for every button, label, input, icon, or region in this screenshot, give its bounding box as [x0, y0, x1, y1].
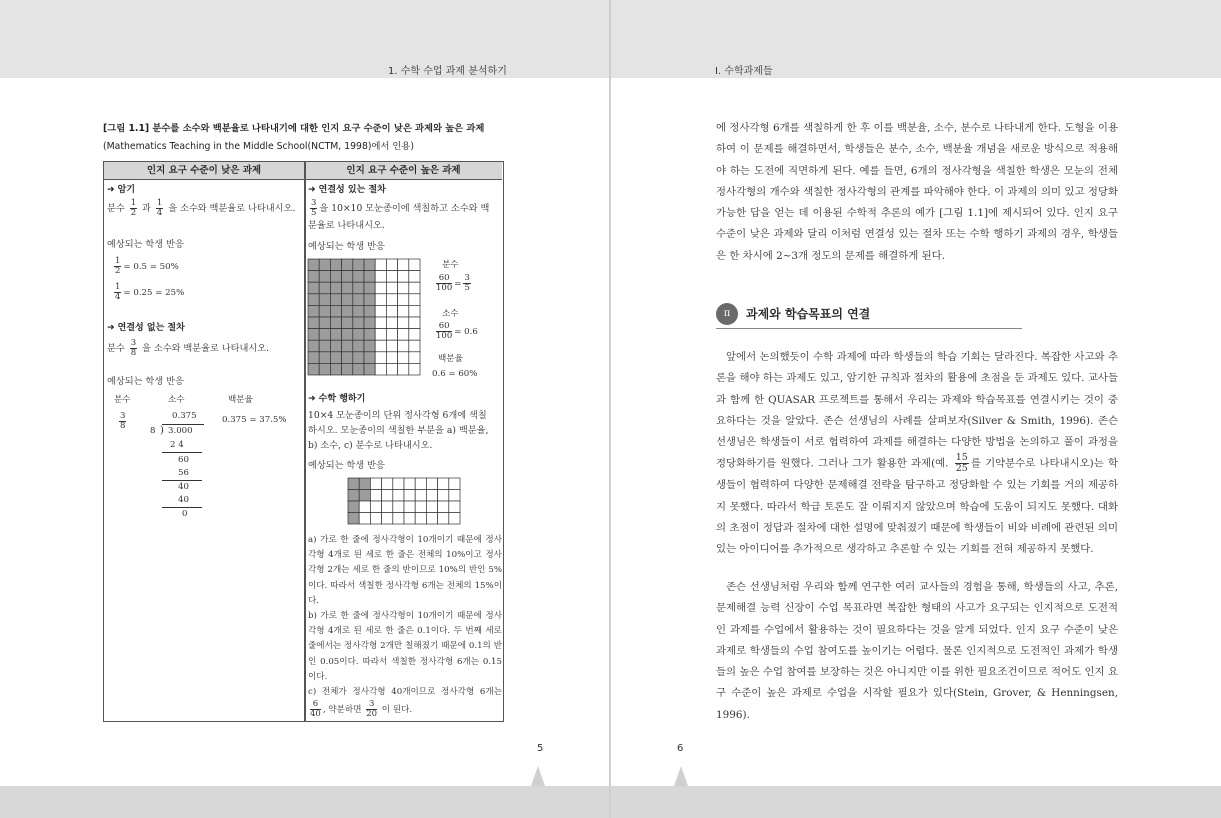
- answer-c-text-c: 이 된다.: [381, 705, 413, 716]
- division-step: 0: [182, 509, 188, 519]
- answer-c-text-b: , 약분하면: [322, 705, 362, 716]
- grid-cell: [370, 501, 381, 513]
- grid-cell: [386, 340, 397, 352]
- division-step: 56: [178, 468, 189, 478]
- grid-cell: [342, 282, 353, 294]
- grid-cell: [409, 271, 420, 283]
- frac-den: 8: [120, 421, 126, 431]
- grid-cell: [398, 329, 409, 341]
- response-1-text: = 0.5 = 50%: [123, 262, 179, 272]
- grid-cell: [319, 294, 330, 306]
- grid-cell: [382, 478, 393, 490]
- grid-cell: [375, 329, 386, 341]
- grid-cell: [348, 501, 359, 513]
- grid-cell: [319, 271, 330, 283]
- grid-cell: [386, 259, 397, 271]
- frac-den: 5: [464, 283, 470, 293]
- grid-cell: [386, 282, 397, 294]
- frac-num: 3: [130, 338, 137, 348]
- grid-cell: [308, 305, 319, 317]
- memo-task-text-c: 을 소수와 백분율로 나타내시오.: [168, 203, 296, 214]
- math-task: [308, 408, 502, 453]
- grid-cell: [353, 259, 364, 271]
- grid-cell: [330, 363, 341, 375]
- side-percent-equation: 0.6 = 60%: [432, 369, 478, 379]
- math-task-line-2: 하시오. 모눈종이의 색칠한 부분을 a) 백분율,: [308, 425, 489, 436]
- math-task-line-1: 10×4 모눈종이의 단위 정사각형 6개에 색칠: [308, 410, 487, 421]
- grid-cell: [308, 340, 319, 352]
- side-fraction-equation: $\frac{60}{100}$ = $\frac{3}{5}$: [436, 273, 470, 293]
- grid-cell: [449, 478, 460, 490]
- grid-cell: [438, 513, 449, 525]
- frac-den: 2: [130, 208, 137, 218]
- grid-cell: [382, 501, 393, 513]
- grid-cell: [386, 329, 397, 341]
- grid-cell: [353, 294, 364, 306]
- fraction-60-100: [436, 274, 452, 293]
- grid-cell: [438, 490, 449, 502]
- grid-cell: [409, 259, 420, 271]
- page-number-left: 5: [537, 743, 544, 754]
- frac-num: 3: [120, 411, 126, 421]
- grid-cell: [386, 363, 397, 375]
- fraction-15-25: [955, 453, 969, 474]
- running-header-right: I. 수학과제들: [715, 66, 773, 77]
- answer-b: b) 가로 한 줄에 정사각형이 10개이기 때문에 정사각형 4개로 된 세로 한 줄은 0.1이다. 두 번째 세로 줄에서는 정사각형 2개만 칠해졌기 때문에 0.1의 반인 0.05이다. 따라서 색칠한 정사각형 6개는 0.15이다.: [308, 611, 502, 682]
- grid-cell: [330, 259, 341, 271]
- division-quotient: 0.375: [172, 411, 197, 421]
- fraction-3-8: [130, 339, 137, 358]
- grid-cell: [375, 259, 386, 271]
- col-label-fraction: 분수: [114, 395, 131, 405]
- page-tab-marker-right: [674, 766, 688, 786]
- math-title: ➜ 수학 행하기: [308, 394, 366, 404]
- grid-cell: [308, 352, 319, 364]
- frac-num: 6: [310, 700, 321, 710]
- answer-c: [308, 685, 502, 719]
- figure-caption: [103, 120, 511, 156]
- grid-cell: [398, 317, 409, 329]
- fraction-3-5: [463, 274, 470, 293]
- grid-cell: [426, 501, 437, 513]
- grid-cell: [398, 363, 409, 375]
- answer-c-text-a: c) 전체가 정사각형 40개이므로 정사각형 6개는: [308, 687, 502, 698]
- grid-cell: [364, 271, 375, 283]
- frac-num: 60: [436, 322, 452, 332]
- grid-cell: [398, 294, 409, 306]
- expected-label-2: 예상되는 학생 반응: [107, 376, 184, 387]
- grid-cell: [353, 305, 364, 317]
- grid-cell: [342, 294, 353, 306]
- fraction-1-2: [130, 199, 137, 218]
- grid-cell: [415, 513, 426, 525]
- paragraph-3-text: 존슨 선생님처럼 우리와 함께 연구한 여러 교사들의 경험을 통해, 학생들의 사고, 추론, 문제해결 능력 신장이 수업 목표라면 복잡한 형태의 사고가 요구되는 인지적으로 도전적인 과제를 수업에서 활용하는 것이 필요하다는 것을 알게 되었다. 인지 요구 수준이 낮은 과제로 학생들의 수업 참여도를 높이기는 어렵다. 물론 인지적으로 도전적인 과제가 학생들의 높은 수업 참여를 보장하는 것은 아니지만 이를 위한 필요조건이므로 적어도 인지 요구 수준이 높은 과제로 수업을 시작할 필요가 있다(Stein, Grover, & Henningsen, 1996).: [716, 581, 1118, 721]
- grid-cell: [386, 305, 397, 317]
- conn-task-text-a: 을 10×10 모눈종이에 색칠하고 소수와 백: [319, 203, 490, 214]
- col-label-decimal: 소수: [168, 395, 185, 405]
- frac-num: 1: [130, 198, 137, 208]
- grid-cell: [308, 259, 319, 271]
- grid-cell: [359, 513, 370, 525]
- grid-cell: [409, 305, 420, 317]
- grid-cell: [353, 340, 364, 352]
- grid-cell: [330, 282, 341, 294]
- grid-cell: [364, 294, 375, 306]
- fraction-1-2: [114, 257, 121, 276]
- grid-cell: [404, 478, 415, 490]
- grid-cell: [370, 490, 381, 502]
- grid-cell: [330, 352, 341, 364]
- grid-cell: [438, 478, 449, 490]
- grid-cell: [375, 317, 386, 329]
- grid-cell: [409, 340, 420, 352]
- grid-cell: [330, 317, 341, 329]
- grid-cell: [438, 501, 449, 513]
- grid-cell: [409, 317, 420, 329]
- frac-den: 4: [115, 292, 121, 302]
- response-2: [112, 283, 184, 302]
- grid-cell: [364, 352, 375, 364]
- grid-cell: [398, 352, 409, 364]
- grid-cell: [319, 305, 330, 317]
- grid-cell: [342, 271, 353, 283]
- grid-cell: [415, 501, 426, 513]
- paragraph-3: [716, 577, 1118, 726]
- grid-cell: [353, 352, 364, 364]
- grid-cell: [353, 329, 364, 341]
- grid-10x4: [347, 477, 461, 525]
- grid-cell: [386, 352, 397, 364]
- grid-cell: [359, 501, 370, 513]
- grid-cell: [359, 490, 370, 502]
- fraction-3-8: [119, 412, 126, 431]
- grid-cell: [404, 513, 415, 525]
- col-header-high: 인지 요구 수준이 높은 과제: [305, 162, 502, 180]
- grid-cell: [353, 363, 364, 375]
- grid-cell: [308, 282, 319, 294]
- grid-cell: [375, 352, 386, 364]
- grid-cell: [398, 259, 409, 271]
- col-label-percent: 백분율: [228, 395, 253, 405]
- grid-cell: [330, 305, 341, 317]
- grid-cell: [404, 501, 415, 513]
- division-fraction: [117, 412, 128, 431]
- grid-cell: [370, 513, 381, 525]
- grid-cell: [415, 490, 426, 502]
- grid-cell: [319, 317, 330, 329]
- division-divisor: 8: [150, 426, 156, 436]
- grid-cell: [404, 490, 415, 502]
- grid-cell: [342, 305, 353, 317]
- side-decimal-eq-text: = 0.6: [454, 327, 478, 337]
- grid-cell: [330, 271, 341, 283]
- frac-den: 40: [310, 709, 321, 720]
- grid-cell: [319, 363, 330, 375]
- grid-cell: [342, 340, 353, 352]
- side-label-decimal: 소수: [442, 309, 459, 319]
- grid-cell: [353, 282, 364, 294]
- caption-line-2: (Mathematics Teaching in the Middle School(NCTM, 1998)에서 인용): [103, 141, 414, 152]
- grid-cell: [375, 294, 386, 306]
- grid-cell: [330, 329, 341, 341]
- grid-cell: [426, 490, 437, 502]
- grid-cell: [409, 294, 420, 306]
- grid-cell: [386, 317, 397, 329]
- grid-cell: [342, 363, 353, 375]
- grid-cell: [348, 490, 359, 502]
- grid-cell: [330, 294, 341, 306]
- grid-cell: [308, 329, 319, 341]
- grid-cell: [409, 363, 420, 375]
- grid-cell: [449, 513, 460, 525]
- frac-num: 1: [156, 198, 163, 208]
- frac-den: 4: [156, 208, 163, 218]
- grid-cell: [319, 352, 330, 364]
- grid-cell: [342, 259, 353, 271]
- frac-num: 60: [436, 274, 452, 284]
- conn-task: [308, 199, 502, 233]
- memo-title: ➜ 암기: [107, 185, 136, 195]
- fraction-60-100: [436, 322, 452, 341]
- grid-cell: [330, 340, 341, 352]
- section-heading: [716, 300, 1022, 330]
- frac-den: 25: [955, 463, 968, 475]
- grid-cell: [364, 340, 375, 352]
- grid-cell: [364, 259, 375, 271]
- grid-cell: [353, 271, 364, 283]
- grid-cell: [364, 363, 375, 375]
- grid-cell: [375, 363, 386, 375]
- paragraph-2: [716, 347, 1118, 560]
- grid-cell: [375, 282, 386, 294]
- heading-rule: [716, 328, 1022, 329]
- expected-label-3: 예상되는 학생 반응: [308, 241, 385, 252]
- frac-num: 15: [955, 452, 968, 464]
- noconn-title: ➜ 연결성 없는 절차: [107, 323, 185, 333]
- expected-label-1: 예상되는 학생 반응: [107, 239, 184, 250]
- running-header-left: 1. 수학 수업 과제 분석하기: [388, 66, 507, 77]
- conn-title: ➜ 연결성 있는 절차: [308, 185, 386, 195]
- grid-cell: [370, 478, 381, 490]
- paragraph-1: 에 정사각형 6개를 색칠하게 한 후 이를 백분율, 소수, 분수로 나타내게 한다. 도형을 이용하여 이 문제를 해결하면서, 학생들은 분수, 소수, 백분율 개념을 새로운 방식으로 적용해야 하는 도전에 직면하게 된다. 예를 들면, 6개의 정사각형을 색칠한 학생은 모눈의 전체 정사각형의 개수와 색칠한 정사각형의 관계를 파악해야 한다. 이 과제의 의미 있고 정당화 가능한 답을 얻는 데 이용된 수학적 추론의 예가 [그림 1.1]에 제시되어 있다. 인지 요구 수준이 낮은 과제와 달리 이처럼 연결성 있는 절차 또는 수학 행하기 과제의 경우, 학생들은 한 차시에 2~3개 정도의 문제를 해결하게 된다.: [716, 122, 1118, 262]
- grid-cell: [415, 478, 426, 490]
- grid-cell: [449, 501, 460, 513]
- grid-cell: [393, 490, 404, 502]
- noconn-task-text-b: 을 소수와 백분율로 나타내시오.: [142, 343, 270, 354]
- memo-task-text-a: 분수: [107, 203, 125, 214]
- grid-cell: [375, 305, 386, 317]
- fraction-3-5: [310, 199, 317, 218]
- grid-cell: [359, 478, 370, 490]
- column-divider: [304, 162, 306, 721]
- response-2-text: = 0.25 = 25%: [123, 288, 185, 298]
- grid-cell: [398, 305, 409, 317]
- grid-cell: [342, 329, 353, 341]
- grid-cell: [308, 294, 319, 306]
- caption-line-1: [그림 1.1] 분수를 소수와 백분율로 나타내기에 대한 인지 요구 수준이 낮은 과제와 높은 과제: [103, 123, 485, 134]
- division-step: 2 4: [170, 440, 184, 450]
- grid-cell: [386, 294, 397, 306]
- grid-cell: [348, 513, 359, 525]
- frac-num: 3: [311, 198, 317, 208]
- grid-cell: [382, 490, 393, 502]
- grid-10x10: [307, 258, 421, 376]
- grid-cell: [364, 282, 375, 294]
- frac-den: 2: [115, 266, 121, 276]
- grid-cell: [382, 513, 393, 525]
- col-header-low: 인지 요구 수준이 낮은 과제: [104, 162, 304, 180]
- paragraph-2-text-b: 를 기약분수로 나타내시오)는 학생들이 협력하여 다양한 문제해결 전략을 탐구하고 정당화할 수 있는 기회를 거의 제공하지 못했다. 따라서 학급 토론도 잘 이뤄지지 않았으며 학습에 도움이 되지도 못했다. 대화의 초점이 정답과 절차에 대한 설명에 맞춰졌기 때문에 학생들이 비와 비례에 관련된 의미 있는 아이디어를 추가적으로 생각하고 추론할 수 있는 기회를 전혀 제공하지 못했다.: [716, 457, 1118, 556]
- frac-num: 3: [366, 700, 377, 710]
- grid-cell: [375, 340, 386, 352]
- division-dividend: 3.000: [168, 426, 193, 436]
- frac-num: 1: [115, 256, 121, 266]
- expected-label-4: 예상되는 학생 반응: [308, 460, 385, 471]
- grid-cell: [308, 363, 319, 375]
- answers: [308, 533, 502, 719]
- frac-den: 20: [366, 709, 378, 720]
- side-label-percent: 백분율: [438, 354, 463, 364]
- fraction-1-4: [114, 283, 121, 302]
- division-bracket: ): [160, 425, 164, 436]
- frac-den: 8: [130, 348, 137, 358]
- grid-cell: [353, 317, 364, 329]
- frac-num: 1: [115, 282, 121, 292]
- grid-cell: [319, 329, 330, 341]
- frac-num: 3: [464, 273, 470, 283]
- section-heading-text: 과제와 학습목표의 연결: [746, 307, 871, 321]
- grid-cell: [364, 305, 375, 317]
- grid-cell: [398, 282, 409, 294]
- book-spine: [609, 0, 611, 818]
- division-step: 60: [178, 455, 189, 465]
- grid-cell: [393, 513, 404, 525]
- page-tab-marker-left: [531, 766, 545, 786]
- noconn-task-text-a: 분수: [107, 343, 125, 354]
- fraction-3-20: [366, 700, 377, 719]
- percent-result: 0.375 = 37.5%: [222, 415, 287, 425]
- grid-cell: [364, 317, 375, 329]
- figure-table: [103, 161, 504, 722]
- paragraph-2-text-a: 앞에서 논의했듯이 수학 과제에 따라 학생들의 학습 기회는 달라진다. 복잡한 사고와 추론을 해야 하는 과제도 있고, 암기한 규칙과 절차의 활용에 초점을 둔 과제도 있다. 교사들과 함께 한 QUASAR 프로젝트를 통해서 우리는 과제와 학습목표를 연결시키는 것이 중요하다는 것을 알았다. 존슨 선생님의 사례를 살펴보자(Silver & Smith, 1996). 존슨 선생님은 학생들이 서로 협력하여 과제를 해결하는 다양한 방법을 논의하고 풀이 과정을 정당화하기를 원했다. 그러나 그가 활용한 과제(예.: [716, 351, 1118, 470]
- fraction-1-4: [156, 199, 163, 218]
- grid-cell: [393, 501, 404, 513]
- grid-cell: [319, 282, 330, 294]
- grid-cell: [449, 490, 460, 502]
- grid-cell: [398, 340, 409, 352]
- noconn-task: [107, 339, 269, 358]
- page-number-right: 6: [677, 743, 684, 754]
- memo-task: [107, 199, 303, 218]
- frac-den: 100: [436, 331, 453, 341]
- grid-cell: [426, 513, 437, 525]
- grid-cell: [348, 478, 359, 490]
- grid-cell: [342, 352, 353, 364]
- grid-cell: [393, 478, 404, 490]
- grid-cell: [364, 329, 375, 341]
- grid-cell: [308, 271, 319, 283]
- frac-den: 100: [436, 283, 453, 293]
- fraction-6-40: [310, 700, 321, 719]
- grid-cell: [398, 271, 409, 283]
- division-step: 40: [178, 482, 189, 492]
- memo-task-text-b: 과: [142, 203, 151, 214]
- answer-a: a) 가로 한 줄에 정사각형이 10개이기 때문에 정사각형 4개로 된 세로 한 줄은 전체의 10%이고 정사각형 2개는 세로 한 줄의 반이므로 10%의 반인 5%이다. 따라서 색칠한 정사각형 6개는 전체의 15%이다.: [308, 535, 502, 606]
- grid-cell: [409, 329, 420, 341]
- grid-cell: [409, 352, 420, 364]
- grid-cell: [308, 317, 319, 329]
- grid-cell: [319, 259, 330, 271]
- grid-cell: [386, 271, 397, 283]
- grid-cell: [319, 340, 330, 352]
- division-step: 40: [178, 495, 189, 505]
- response-1: [112, 257, 179, 276]
- frac-den: 5: [311, 208, 317, 218]
- grid-cell: [409, 282, 420, 294]
- side-decimal-equation: [434, 322, 478, 341]
- math-task-line-3: b) 소수, c) 분수로 나타내시오.: [308, 440, 433, 451]
- grid-cell: [426, 478, 437, 490]
- grid-cell: [375, 271, 386, 283]
- side-label-fraction: 분수: [442, 260, 459, 270]
- conn-task-text-b: 분율로 나타내시오.: [308, 220, 385, 231]
- pi-icon: π: [716, 303, 738, 325]
- grid-cell: [342, 317, 353, 329]
